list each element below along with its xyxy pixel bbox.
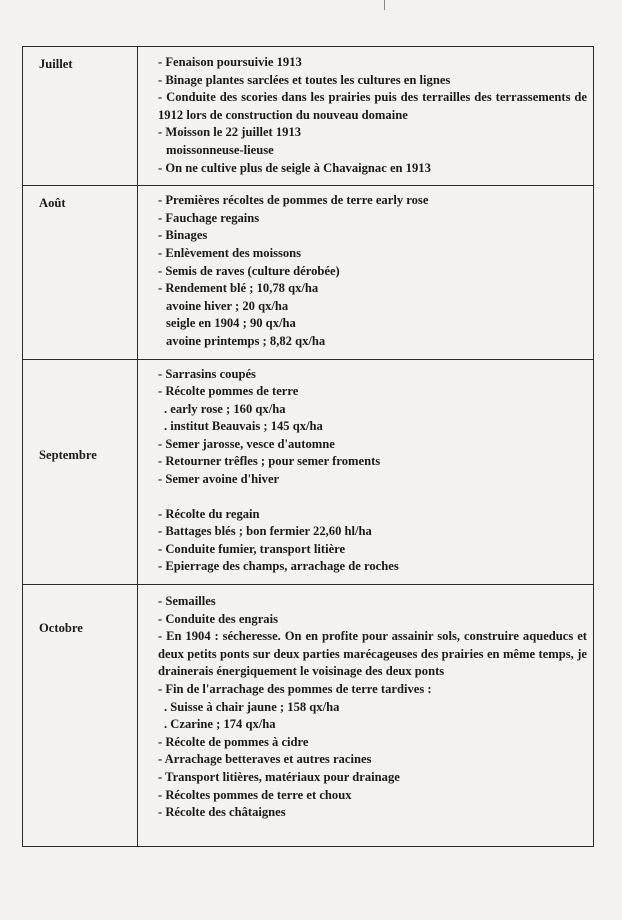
month-label: Août: [39, 196, 66, 211]
task-item: - On ne cultive plus de seigle à Chavaignac en 1913: [158, 160, 431, 175]
agricultural-calendar-table: [22, 46, 594, 847]
task-item: - Récolte du regain: [158, 506, 260, 521]
table-row-juillet: [23, 47, 594, 186]
task-item: . Suisse à chair jaune ; 158 qx/ha: [164, 699, 340, 714]
task-item: - Fauchage regains: [158, 210, 260, 225]
month-label: Juillet: [39, 57, 73, 71]
task-item: - Battages blés ; bon fermier 22,60 hl/ha: [158, 524, 372, 539]
task-item: - Binages: [158, 228, 208, 243]
month-cell: [23, 359, 138, 585]
table-row-aout: [23, 186, 594, 359]
task-item: - Arrachage betteraves et autres racines: [158, 752, 372, 767]
task-item: - Semis de raves (culture dérobée): [158, 263, 340, 278]
tasks-cell: [138, 186, 594, 359]
task-item: - Transport litières, matériaux pour drainage: [158, 769, 400, 784]
month-label: Octobre: [39, 621, 83, 636]
task-item: - Récoltes pommes de terre et choux: [158, 787, 352, 802]
table-row-octobre: [23, 585, 594, 847]
task-item: . Czarine ; 174 qx/ha: [164, 717, 276, 732]
task-item: . early rose ; 160 qx/ha: [164, 401, 286, 416]
task-item: - Récolte pommes de terre: [158, 384, 299, 399]
task-item: - Enlèvement des moissons: [158, 245, 302, 260]
task-item: - Fin de l'arrachage des pommes de terre tardives :: [158, 682, 432, 696]
task-item: - Retourner trêfles ; pour semer froments: [158, 454, 381, 469]
month-cell: [23, 585, 138, 847]
task-item: - Rendement blé ; 10,78 qx/ha: [158, 281, 319, 296]
task-item: - Moisson le 22 juillet 1913: [158, 125, 302, 140]
tasks-cell: [138, 359, 594, 585]
task-item: - En 1904 : sécheresse. On en profite pour assainir sols, construire aqueducs et deux petits ponts sur deux parties marécageuses des prairies en même temps, je drainerais énergiquement le voisinage des deux ponts: [158, 629, 587, 679]
task-item: - Fenaison poursuivie 1913: [158, 55, 302, 69]
task-item: - Semer jarosse, vesce d'automne: [158, 436, 335, 451]
task-item: - Binage plantes sarclées et toutes les cultures en lignes: [158, 72, 451, 87]
month-cell: [23, 47, 138, 186]
tasks-cell: [138, 47, 594, 186]
task-item: - Conduite fumier, transport litière: [158, 541, 346, 556]
task-item: - Conduite des scories dans les prairies puis des terrailles des terrassements de 1912 lors de construction du nouveau domaine: [158, 90, 587, 122]
task-item: - Epierrage des champs, arrachage de roches: [158, 559, 399, 574]
task-item: - Semailles: [158, 594, 216, 609]
task-item: - Semer avoine d'hiver: [158, 472, 280, 487]
task-item: avoine printemps ; 8,82 qx/ha: [166, 333, 326, 348]
task-item: seigle en 1904 ; 90 qx/ha: [166, 316, 296, 331]
task-item: moissonneuse-lieuse: [166, 142, 274, 157]
month-label: Septembre: [39, 447, 97, 462]
task-item: avoine hiver ; 20 qx/ha: [166, 298, 289, 313]
task-item: - Premières récoltes de pommes de terre early rose: [158, 193, 429, 208]
spacer: [158, 489, 587, 506]
task-item: - Sarrasins coupés: [158, 366, 256, 381]
task-item: - Récolte de pommes à cidre: [158, 734, 309, 749]
tasks-cell: [138, 585, 594, 847]
table-row-septembre: [23, 359, 594, 585]
task-item: - Conduite des engrais: [158, 611, 278, 626]
task-item: - Récolte des châtaignes: [158, 805, 286, 820]
month-cell: [23, 186, 138, 359]
task-item: . institut Beauvais ; 145 qx/ha: [164, 419, 323, 434]
